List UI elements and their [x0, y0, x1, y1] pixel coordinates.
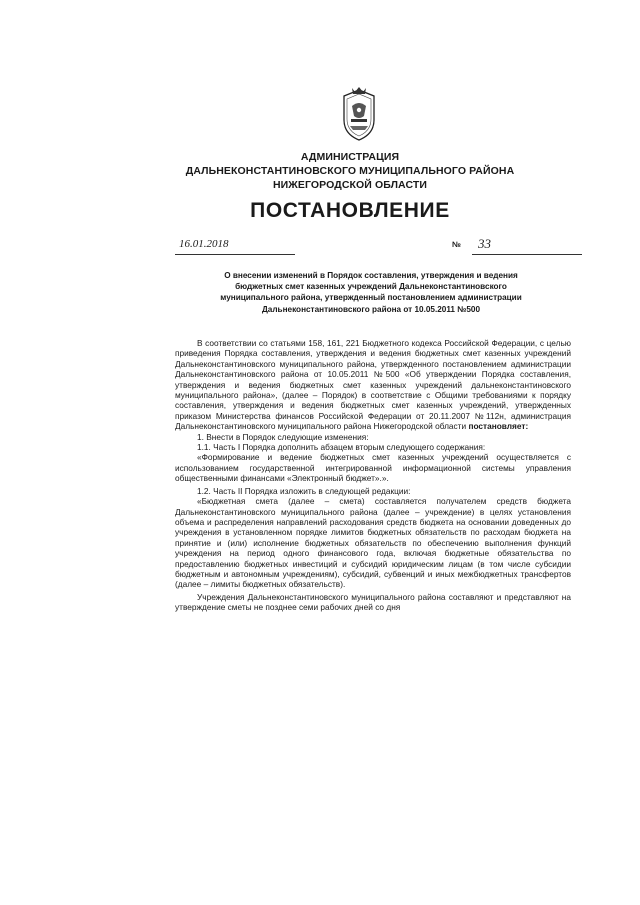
quote-1-paragraph: «Формирование и ведение бюджетных смет казенных учреждений осуществляется с использованием государственной интегрированной информационной системы управления общественными финансами «Электронный бюджет».».	[175, 452, 571, 484]
resolves-keyword: постановляет:	[468, 421, 529, 432]
subject-line-3: муниципального района, утвержденный постановлением администрации	[220, 293, 522, 303]
subject-line-2: бюджетных смет казенных учреждений Дальнеконстантиновского	[235, 282, 507, 292]
handwritten-date: 16.01.2018	[179, 238, 229, 250]
preamble-text: В соответствии со статьями 158, 161, 221 Бюджетного кодекса Российской Федерации, с целью приведения Порядка составления, утверждения и ведения бюджетных смет казенных учреждений Дальнеконстантиновского муниципального района, утвержденного постановлением администрации Дальнеконстантиновского района от 10.05.2011 №500 «Об утверждении Порядка составления, утверждения и ведения бюджетных смет казенных учреждений дальнеконстантиновского муниципального района», (далее – Порядок) в соответствие с Общими требованиями к порядку составления, утверждения и ведения бюджетных смет казенных учреждений, утвержденных приказом Министерства финансов Российской Федерации от 20.11.2007 №112н, администрация Дальнеконстантиновского муниципального района Нижегородской области	[175, 338, 571, 432]
quote-2-paragraph: «Бюджетная смета (далее – смета) составляется получателем средств бюджета Дальнеконстантиновского муниципального района (далее – учреждение) в целях установления объема и распределения направлений расходования средств бюджета на основании доведенных до учреждения в установленном порядке лимитов бюджетных обязательств по расходам бюджета на принятие и (или) исполнение бюджетных обязательств по обеспечению выполнения функций учреждения на период одного финансового года, включая бюджетные обязательства по предоставлению бюджетных инвестиций и субсидий юридическим лицам (в том числе субсидии бюджетным и автономным учреждениям), субсидий, субвенций и иных межбюджетных трансфертов (далее – лимиты бюджетных обязательств).	[175, 496, 571, 590]
preamble-paragraph	[175, 338, 571, 432]
number-sign: №	[452, 240, 461, 249]
number-field	[472, 238, 582, 255]
last-paragraph: Учреждения Дальнеконстантиновского муниципального района составляют и представляют на утверждение сметы не позднее семи рабочих дней со дня	[175, 591, 571, 613]
organization-line-3: НИЖЕГОРОДСКОЙ ОБЛАСТИ	[272, 179, 428, 191]
item-1-1: 1.1. Часть I Порядка дополнить абзацем вторым следующего содержания:	[197, 442, 486, 453]
date-field	[175, 238, 295, 255]
document-type-title: ПОСТАНОВЛЕНИЕ	[250, 199, 450, 222]
item-1: 1. Внести в Порядок следующие изменения:	[197, 431, 369, 442]
organization-header	[150, 150, 550, 192]
document-subject	[175, 270, 567, 315]
item-1-2: 1.2. Часть II Порядка изложить в следующей редакции:	[197, 485, 411, 496]
subject-line-4: Дальнеконстантиновского района от 10.05.2011 №500	[261, 304, 481, 314]
organization-line-1: АДМИНИСТРАЦИЯ	[300, 151, 400, 163]
coat-of-arms-emblem	[338, 86, 380, 142]
handwritten-number: 33	[478, 236, 491, 251]
organization-line-2: ДАЛЬНЕКОНСТАНТИНОВСКОГО МУНИЦИПАЛЬНОГО РАЙОНА	[185, 165, 515, 177]
subject-line-1: О внесении изменений в Порядок составления, утверждения и ведения	[224, 271, 518, 280]
document-body	[175, 338, 571, 613]
